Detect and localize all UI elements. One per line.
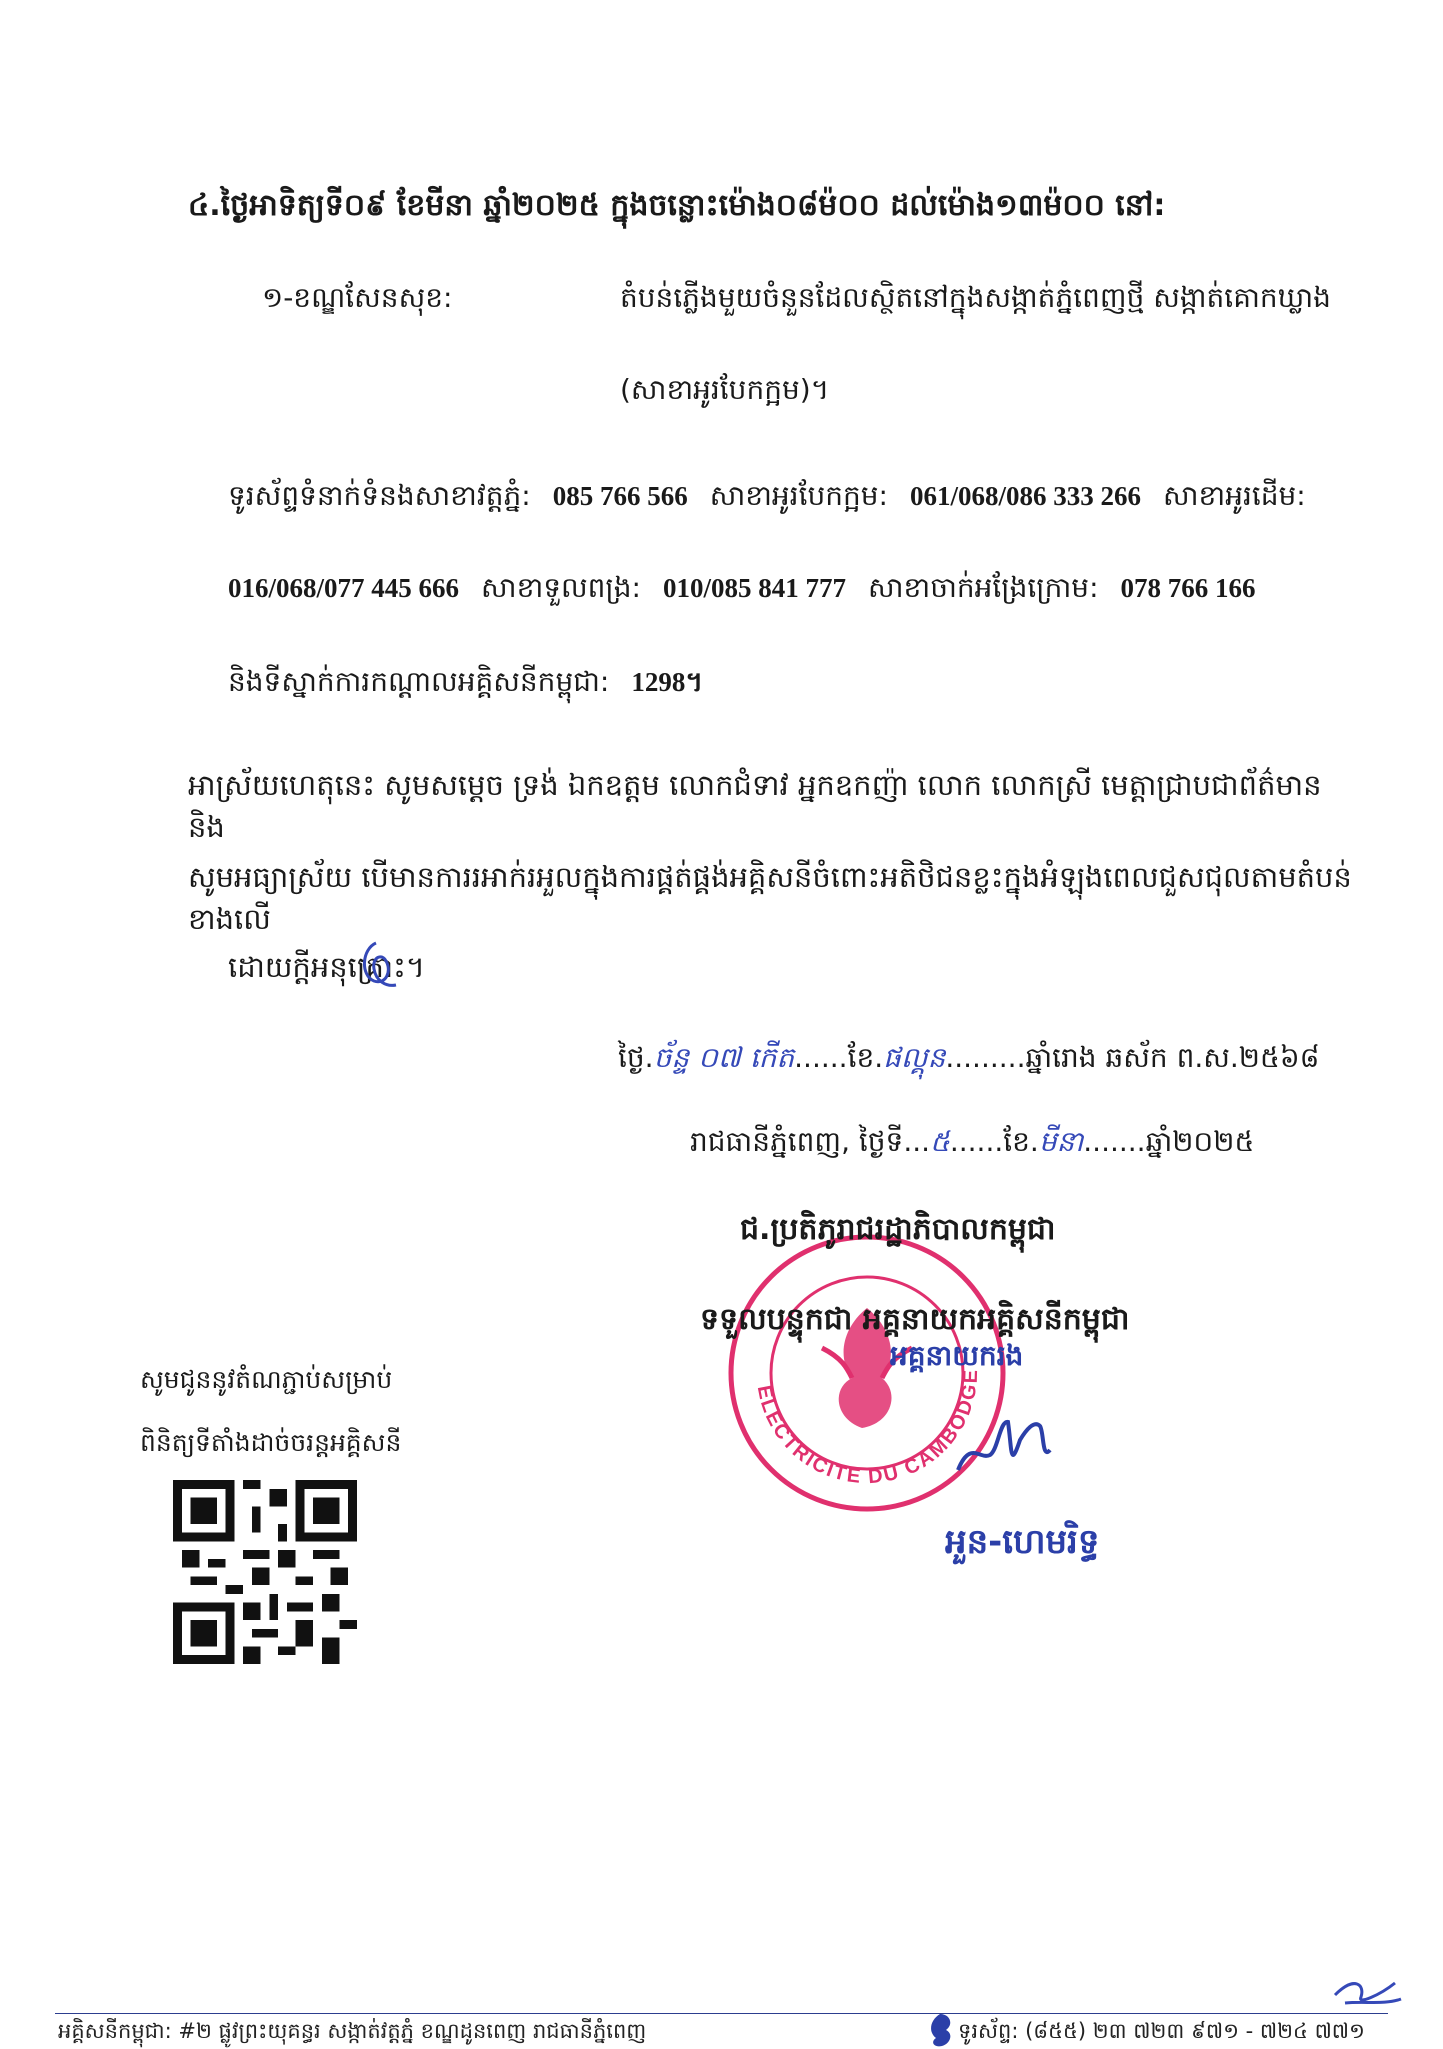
solar-prefix: រាជធានីភ្នំពេញ, ថ្ងៃទី <box>690 1125 904 1158</box>
chak-angre-label: សាខាចាក់អង្រែក្រោម: <box>868 571 1099 604</box>
signatory-title-2: ទទួលបន្ទុកជា អគ្គនាយកអគ្គិសនីកម្ពុជា <box>700 1302 1130 1337</box>
signatory-title-1: ជ.ប្រតិភូរាជរដ្ឋាភិបាលកម្ពុជា <box>740 1212 1056 1247</box>
footer-address: អគ្គិសនីកម្ពុជា: #២ ផ្លូវព្រះយុគន្ធរ សង្កាត់វត្តភ្នំ ខណ្ឌដូនពេញ រាជធានីភ្នំពេញ <box>58 2019 647 2043</box>
phone-hq: 1298។ <box>631 667 704 697</box>
footer-initial-icon <box>1325 1965 1405 2015</box>
contact-row-2 <box>228 570 1278 611</box>
solar-day: ៥ <box>930 1125 950 1158</box>
qr-caption-line2: ពិនិត្យទីតាំងដាច់ចរន្តអគ្គិសនី <box>140 1428 402 1457</box>
signatory-title-3: អគ្គនាយករង <box>890 1339 1024 1372</box>
lunar-prefix: ថ្ងៃ <box>618 1041 645 1074</box>
contact-row-3 <box>228 664 725 705</box>
ou-deum-label: សាខាអូរដើម: <box>1163 479 1306 512</box>
edc-logo-icon <box>920 2010 962 2048</box>
seal-text: ELECTRICITE DU CAMBODGE <box>752 1367 983 1489</box>
phone-wat-phnom: 085 766 566 <box>552 481 688 511</box>
solar-year: ឆ្នាំ២០២៥ <box>1145 1125 1255 1158</box>
toul-pongro-label: សាខាទួលពង្រ: <box>481 571 641 604</box>
area-label: ១-ខណ្ឌសែនសុខ: <box>262 281 453 314</box>
phone-ou-deum: 016/068/077 445 666 <box>228 573 460 603</box>
lunar-day: ច័ន្ទ ០៧ កើត <box>653 1041 795 1074</box>
qr-code-icon[interactable] <box>173 1480 357 1664</box>
phone-toul-pongro: 010/085 841 777 <box>662 573 846 603</box>
footer-phone: ទូរស័ព្ទ: (៨៥៥) ២៣ ៧២៣ ៩៧១ - ៧២៤ ៧៧១ <box>958 2019 1365 2043</box>
phone-ou-baek-kaam: 061/068/086 333 266 <box>909 481 1141 511</box>
area-location-line1: តំបន់ភ្លើងមួយចំនួនដែលស្ថិតនៅក្នុងសង្កាត់ភ្នំពេញថ្មី សង្កាត់គោកឃ្លាង <box>620 281 1331 314</box>
hq-label: និងទីស្នាក់ការកណ្តាលអគ្គិសនីកម្ពុជា: <box>228 665 610 698</box>
solar-date-line: រាជធានីភ្នំពេញ, ថ្ងៃទី...៥......ខែ.មីនា.......ឆ្នាំ២០២៥ <box>690 1125 1255 1158</box>
signatory-name: អួន-ហេមរិទ្ធ <box>945 1522 1100 1562</box>
lunar-month-prefix: ខែ <box>847 1041 875 1074</box>
solar-month: មីនា <box>1038 1125 1084 1158</box>
contact-row-1 <box>228 478 1328 519</box>
body-line-2: សូមអធ្យាស្រ័យ បើមានការរអាក់រអួលក្នុងការផ្គត់ផ្គង់អគ្គិសនីចំពោះអតិថិជនខ្លះក្នុងអំឡុងពេលជួសជុលតាមតំបន់ខាងលើ <box>188 860 1352 936</box>
lunar-date-line: ថ្ងៃ.ច័ន្ទ ០៧ កើត......ខែ.ផល្គុន.........ឆ្នាំរោង ឆស័ក ព.ស.២៥៦៨ <box>618 1041 1320 1074</box>
handwritten-signature-icon <box>950 1400 1070 1500</box>
qr-caption-line1: សូមជូននូវតំណភ្ជាប់សម្រាប់ <box>140 1365 393 1394</box>
lunar-month: ផល្គុន <box>883 1041 946 1074</box>
body-line-3: ដោយក្តីអនុគ្រោះ។ <box>228 950 425 984</box>
lunar-year: ឆ្នាំរោង ឆស័ក ព.ស.២៥៦៨ <box>1025 1041 1320 1074</box>
area-location-line2: (សាខាអូរបែកក្អម)។ <box>620 373 830 406</box>
phone-chak-angre: 078 766 166 <box>1120 573 1256 603</box>
section-4-heading: ៤.ថ្ងៃអាទិត្យទី០៩ ខែមីនា ឆ្នាំ២០២៥ ក្នុងចន្លោះម៉ោង០៨ម៉០០ ដល់ម៉ោង១៣ម៉០០ នៅ: <box>188 188 1166 223</box>
handwritten-initial-icon <box>352 935 402 995</box>
solar-month-prefix: ខែ <box>1003 1125 1030 1158</box>
contact-intro: ទូរស័ព្ទទំនាក់ទំនងសាខាវត្តភ្នំ: <box>228 479 531 512</box>
footer-divider <box>55 2013 1388 2014</box>
ou-baek-kaam-label: សាខាអូរបែកក្អម: <box>709 479 888 512</box>
body-line-1: អាស្រ័យហេតុនេះ សូមសម្តេច ទ្រង់ ឯកឧត្តម លោកជំទាវ អ្នកឧកញ៉ា លោក លោកស្រី មេត្តាជ្រាបជាព័ត៌មាន និង <box>188 768 1322 844</box>
